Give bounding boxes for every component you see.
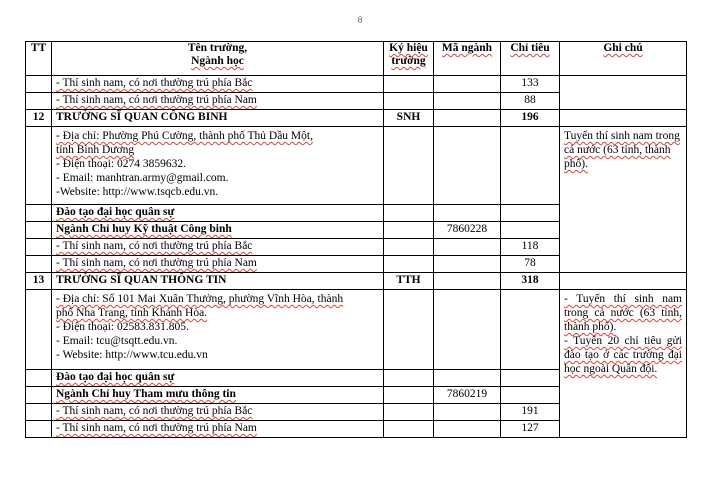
school-12-quota: 196: [501, 110, 560, 127]
school-12-north-quota: 118: [501, 239, 560, 256]
school-13-south: - Thí sinh nam, có nơi thường trú phía Nam: [56, 422, 257, 434]
admission-table: [25, 41, 687, 438]
school-12-south-quota: 78: [501, 256, 560, 273]
school-13-note: [560, 290, 687, 438]
school-13-website: - Website: http://www.tcu.edu.vn: [56, 349, 208, 361]
school-13-note1: - Tuyển thí sinh nam trong cả nước (63 tỉnh, thành phố).: [564, 293, 682, 333]
school-13-major-code: 7860219: [434, 387, 501, 404]
school-13-phone: - Điện thoại: 02583.831.805.: [56, 321, 189, 333]
school-12-website: -Website: http://www.tsqcb.edu.vn.: [56, 186, 219, 198]
school-12-south: - Thí sinh nam, có nơi thường trú phía Nam: [56, 257, 257, 269]
header-school-line2: Ngành học: [191, 55, 244, 67]
school-12-tt: 12: [26, 110, 52, 127]
school-13-email: - Email: tcu@tsqtt.edu.vn.: [56, 335, 178, 347]
school-13-south-quota: 127: [501, 421, 560, 438]
school-13-info-row: [26, 290, 687, 370]
header-major-code: [434, 42, 501, 76]
school-13-note2: - Tuyển 20 chỉ tiêu gửi đào tạo ở các trường đại học ngoài Quân đội.: [564, 335, 682, 375]
row-quota: 88: [501, 93, 560, 110]
header-row: [26, 42, 687, 76]
school-13-name: TRƯỜNG SĨ QUAN THÔNG TIN: [52, 273, 384, 290]
school-12-major-code: 7860228: [434, 222, 501, 239]
school-13-addr1: - Địa chỉ: Số 101 Mai Xuân Thưởng, phường Vĩnh Hòa, thành: [56, 293, 344, 305]
school-row-13: [26, 273, 687, 290]
school-row-12: [26, 110, 687, 127]
school-13-north-quota: 191: [501, 404, 560, 421]
school-12-name: TRƯỜNG SĨ QUAN CÔNG BINH: [52, 110, 384, 127]
school-13-north: - Thí sinh nam, có nơi thường trú phía Bắc: [56, 405, 253, 417]
school-13-address-block: [52, 290, 384, 370]
header-note: [560, 42, 687, 76]
school-12-note: Tuyển thí sinh nam trong cả nước (63 tỉnh, thành phố).: [560, 127, 687, 273]
school-13-tt: 13: [26, 273, 52, 290]
header-code-line1: Ký hiệu: [389, 42, 428, 54]
school-12-address-block: [52, 127, 384, 205]
school-12-training: Đào tạo đại học quân sự: [56, 206, 175, 218]
header-note-text: Ghi chú: [603, 42, 643, 54]
header-school: [52, 42, 384, 76]
school-13-major-name: Ngành Chỉ huy Tham mưu thông tin: [56, 388, 236, 400]
school-13-training: Đào tạo đại học quân sự: [56, 371, 175, 383]
header-code-line2: trường: [391, 55, 426, 67]
school-13-quota: 318: [501, 273, 560, 290]
row-quota: 133: [501, 76, 560, 93]
header-school-line1: Tên trường,: [187, 42, 248, 54]
school-12-phone: - Điện thoại: 0274 3859632.: [56, 158, 186, 170]
school-12-addr2: tỉnh Bình Dương: [56, 144, 135, 156]
row-label: - Thí sinh nam, có nơi thường trú phía Nam: [56, 94, 257, 106]
school-12-addr1: - Địa chỉ: Phường Phú Cường, thành phố Thủ Dầu Một,: [56, 130, 313, 142]
school-13-addr2: phố Nha Trang, tỉnh Khánh Hòa.: [56, 307, 208, 319]
row-label: - Thí sinh nam, có nơi thường trú phía Bắc: [56, 77, 253, 89]
school-12-north: - Thí sinh nam, có nơi thường trú phía Bắc: [56, 240, 253, 252]
table-row: [26, 76, 687, 93]
header-quota: [501, 42, 560, 76]
school-12-email: - Email: manhtran.army@gmail.com.: [56, 172, 229, 184]
school-12-major-name: Ngành Chỉ huy Kỹ thuật Công binh: [56, 223, 232, 235]
school-12-code: SNH: [384, 110, 434, 127]
header-code: [384, 42, 434, 76]
header-quota-text: Chỉ tiêu: [510, 42, 550, 54]
school-13-code: TTH: [384, 273, 434, 290]
page-number: 8: [357, 15, 363, 25]
school-12-info-row: [26, 127, 687, 205]
header-major-code-text: Mã ngành: [441, 42, 493, 54]
header-tt: TT: [26, 42, 52, 76]
